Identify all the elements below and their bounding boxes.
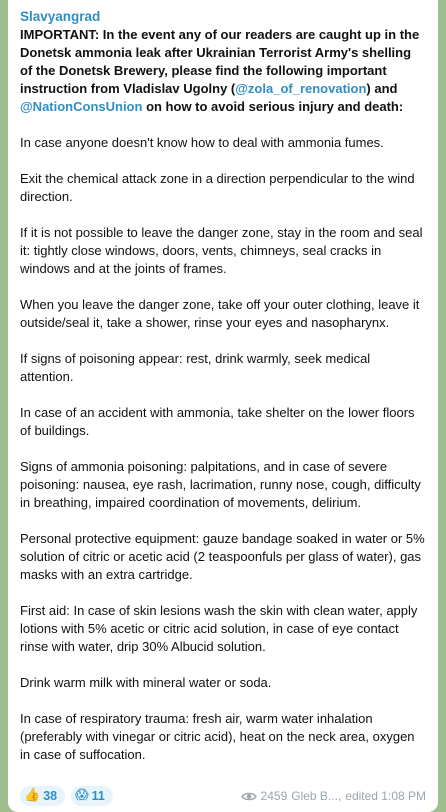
- reaction-count: 38: [43, 789, 58, 803]
- message-paragraph: In case anyone doesn't know how to deal with ammonia fumes.: [20, 135, 384, 150]
- intro-text-3: on how to avoid serious injury and death:: [142, 99, 404, 114]
- edited-timestamp: edited 1:08 PM: [345, 789, 426, 803]
- author-signature: Gleb B...,: [291, 789, 342, 803]
- message-paragraph: When you leave the danger zone, take off your outer clothing, leave it outside/seal it, take a shower, rinse your eyes and nasopharynx.: [20, 297, 420, 330]
- message-paragraph: In case of an accident with ammonia, take shelter on the lower floors of buildings.: [20, 405, 415, 438]
- intro-text-2: ) and: [366, 81, 398, 96]
- mention-link-zola[interactable]: @zola_of_renovation: [235, 81, 367, 96]
- message-paragraph: Drink warm milk with mineral water or soda.: [20, 675, 272, 690]
- channel-name[interactable]: Slavyangrad: [20, 9, 101, 24]
- reaction-count: 11: [91, 789, 105, 803]
- message-paragraph: If it is not possible to leave the danger zone, stay in the room and seal it: tightly close windows, doors, vents, chimneys, seal cracks in windows and at the joints of frames.: [20, 225, 423, 276]
- message-intro: [20, 26, 426, 116]
- scream-emoji-icon: 😱: [75, 788, 89, 803]
- message-paragraph: Signs of ammonia poisoning: palpitations, and in case of severe poisoning: nausea, eye rash, lacrimation, runny nose, cough, difficulty in breathing, impaired coordination of movements, delirium.: [20, 459, 421, 510]
- mention-link-nationconsunion[interactable]: @NationConsUnion: [20, 99, 143, 114]
- message-footer: [20, 784, 426, 808]
- intro-text-1: IMPORTANT: In the event any of our readers are caught up in the Donetsk ammonia leak after Ukrainian Terrorist Army's shelling of the Donetsk Brewery, please find the following important instruction from Vladislav Ugolny (: [20, 27, 420, 96]
- message-paragraph: Exit the chemical attack zone in a direction perpendicular to the wind direction.: [20, 171, 415, 204]
- eye-icon: [241, 791, 257, 802]
- message-meta: [241, 787, 426, 805]
- message-paragraph: First aid: In case of skin lesions wash the skin with clean water, apply lotions with 5% acetic or citric acid solution, in case of eye contact rinse with water, drip 30% Albucid solution.: [20, 603, 418, 654]
- message-paragraph: In case of respiratory trauma: fresh air, warm water inhalation (preferably with vinegar or citric acid), heat on the neck area, oxygen in case of suffocation.: [20, 711, 415, 762]
- message-paragraph: Personal protective equipment: gauze bandage soaked in water or 5% solution of citric or acetic acid (2 teaspoonfuls per glass of water), gas masks with an extra cartridge.: [20, 531, 425, 582]
- message-paragraph: If signs of poisoning appear: rest, drink warmly, seek medical attention.: [20, 351, 371, 384]
- message-bubble: [8, 0, 438, 812]
- thumbs-up-emoji-icon: 👍: [24, 788, 41, 803]
- reaction-scream[interactable]: [71, 786, 113, 806]
- reaction-thumbs-up[interactable]: [20, 786, 65, 806]
- view-count: 2459: [260, 789, 288, 803]
